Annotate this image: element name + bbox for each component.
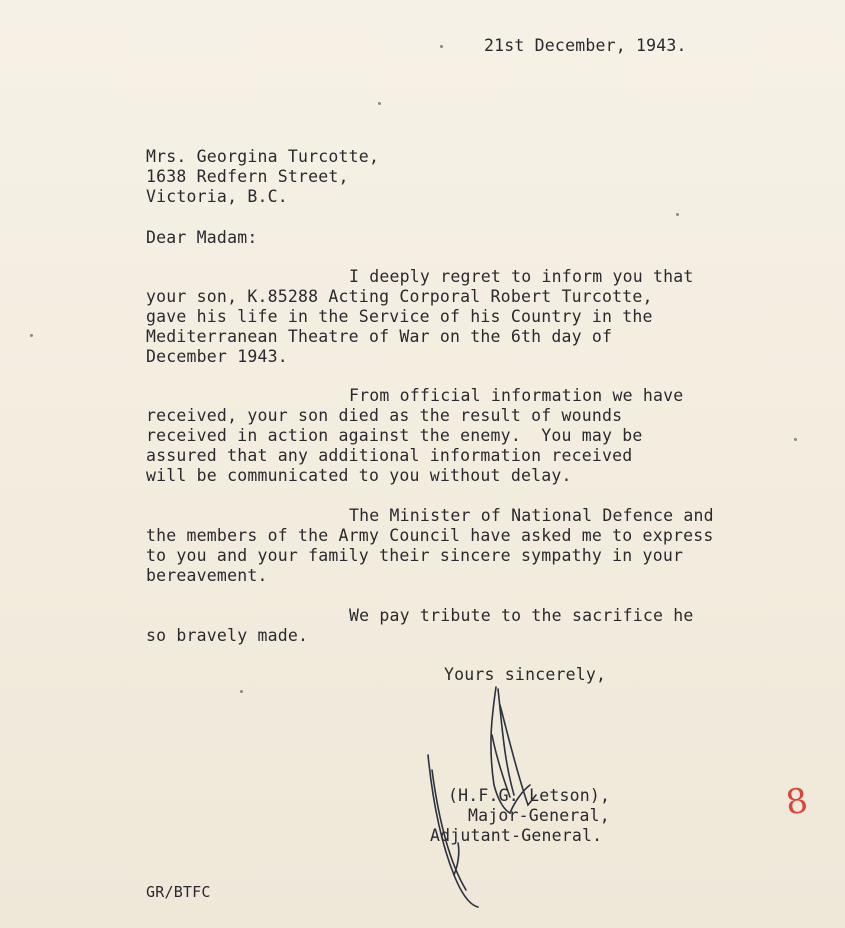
paragraph-line: bereavement. (146, 566, 268, 585)
paragraph-line: to you and your family their sincere sympathy in your (146, 546, 684, 565)
paragraph-line: Mediterranean Theatre of War on the 6th day of (146, 327, 613, 346)
address-line: Victoria, B.C. (146, 187, 288, 206)
paragraph-line: gave his life in the Service of his Country in the (146, 307, 653, 326)
paragraph-3 (146, 506, 714, 586)
address-line: 1638 Redfern Street, (146, 167, 349, 186)
signatory-title: Adjutant-General. (430, 826, 603, 845)
paragraph-line: the members of the Army Council have asked me to express (146, 526, 714, 545)
paragraph-line: The Minister of National Defence and (349, 506, 714, 525)
letter-date: 21st December, 1943. (484, 36, 687, 55)
paragraph-line: your son, K.85288 Acting Corporal Robert Turcotte, (146, 287, 653, 306)
signatory-name: (H.F.G. Letson), (448, 786, 611, 805)
paragraph-line: received, your son died as the result of wounds (146, 406, 623, 425)
paragraph-line: We pay tribute to the sacrifice he (349, 606, 694, 625)
paragraph-line: I deeply regret to inform you that (349, 267, 694, 286)
signatory-rank: Major-General, (468, 806, 610, 825)
recipient-address (146, 147, 379, 207)
paragraph-line: will be communicated to you without delay. (146, 466, 572, 485)
paper-speck (240, 690, 243, 693)
closing: Yours sincerely, (444, 665, 607, 684)
paper-speck (676, 213, 679, 216)
reference-code: GR/BTFC (146, 883, 211, 901)
paper-speck (440, 45, 443, 48)
paper-speck (30, 334, 33, 337)
paragraph-1 (146, 267, 694, 367)
paper-speck (378, 102, 381, 105)
address-line: Mrs. Georgina Turcotte, (146, 147, 380, 166)
paragraph-line: so bravely made. (146, 626, 309, 645)
paragraph-line: received in action against the enemy. You may be (146, 426, 643, 445)
margin-annotation: 8 (783, 780, 811, 824)
paragraph-line: assured that any additional information received (146, 446, 633, 465)
paragraph-line: From official information we have (349, 386, 684, 405)
paragraph-2 (146, 386, 683, 486)
paragraph-4 (146, 606, 694, 646)
signatory-block (430, 786, 611, 846)
paragraph-line: December 1943. (146, 347, 288, 366)
paper-speck (794, 438, 797, 441)
salutation: Dear Madam: (146, 228, 258, 247)
